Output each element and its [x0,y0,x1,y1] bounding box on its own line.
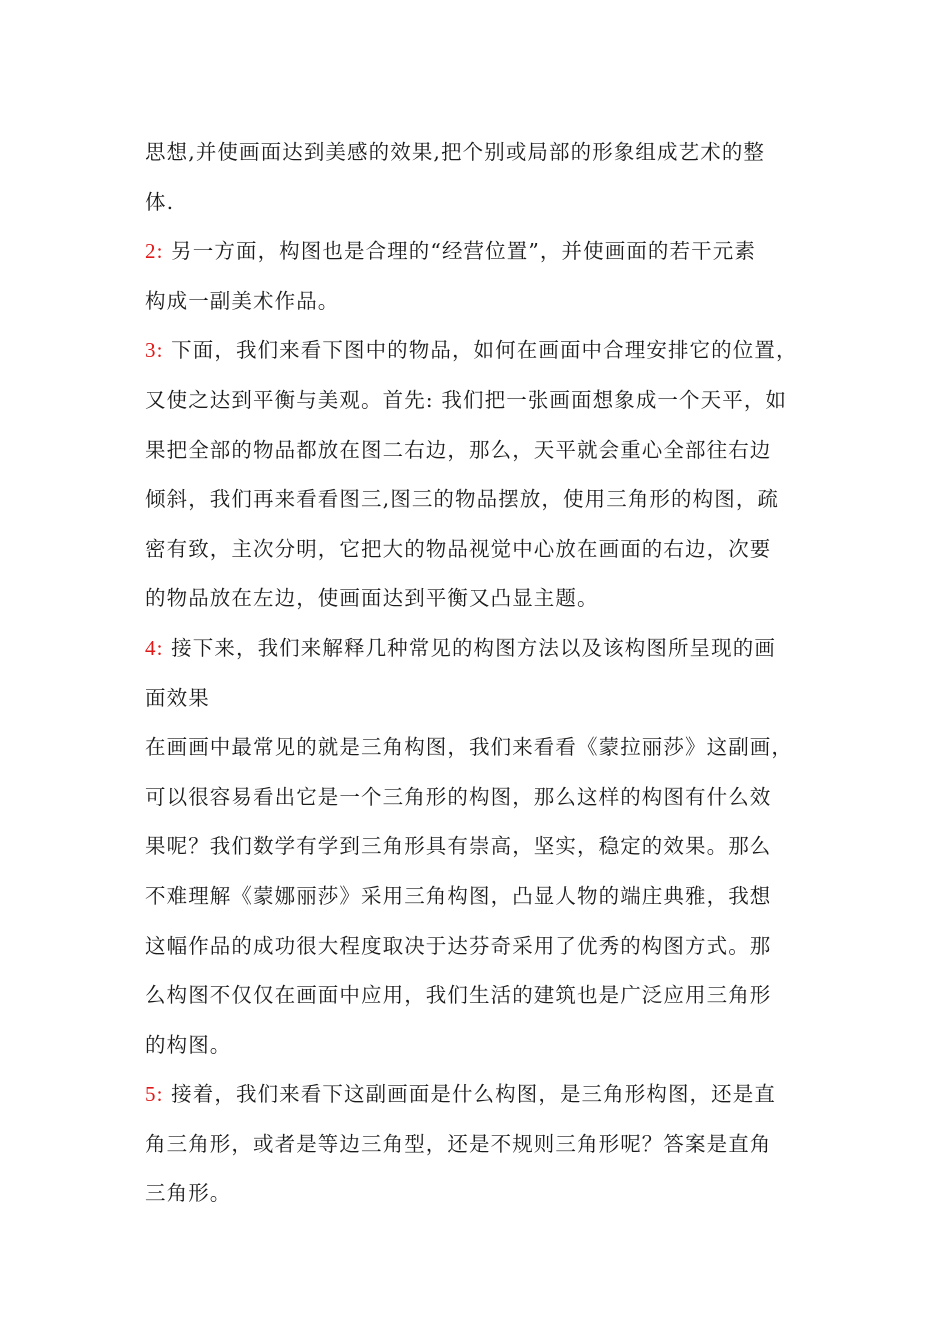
line-text: 接下来，我们来解释几种常见的构图方法以及该构图所呈现的画 [163,635,776,660]
line-text: 思想,并使画面达到美感的效果,把个别或局部的形象组成艺术的整 [145,140,766,164]
text-line [145,277,825,327]
text-line [145,773,825,823]
line-text: 的构图。 [145,1032,232,1057]
text-line [145,326,825,376]
line-text: 的物品放在左边，使画面达到平衡又凸显主题。 [145,586,599,611]
text-line [145,475,825,525]
line-text: 么构图不仅仅在画面中应用，我们生活的建筑也是广泛应用三角形 [145,983,772,1008]
line-text: 密有致，主次分明，它把大的物品视觉中心放在画面的右边，次要 [145,536,772,561]
text-line [145,1070,825,1120]
text-line [145,1169,825,1219]
line-text: 果把全部的物品都放在图二右边，那么，天平就会重心全部往右边 [145,437,772,462]
line-text: 果呢？我们数学有学到三角形具有崇高，坚实，稳定的效果。那么 [145,834,772,859]
line-text: 角三角形，或者是等边三角型，还是不规则三角形呢？答案是直角 [145,1131,772,1156]
line-text: 三角形。 [145,1181,232,1206]
text-line [145,178,825,228]
text-line [145,1021,825,1071]
paragraph-number: 2: [145,239,164,264]
line-text: 接着，我们来看下这副画面是什么构图，是三角形构图，还是直 [163,1082,776,1107]
text-line [145,1120,825,1170]
text-line [145,227,825,277]
text-line [145,574,825,624]
line-text: 下面，我们来看下图中的物品，如何在画面中合理安排它的位置， [163,338,798,363]
line-text: 构成一副美术作品。 [145,288,340,313]
text-line [145,376,825,426]
text-line [145,624,825,674]
line-text: 这幅作品的成功很大程度取决于达芬奇采用了优秀的构图方式。那 [145,933,772,958]
line-text: 在画画中最常见的就是三角构图，我们来看看《蒙拉丽莎》这副画， [145,735,793,760]
line-text: 体. [145,189,175,214]
text-line [145,872,825,922]
line-text: 不难理解《蒙娜丽莎》采用三角构图，凸显人物的端庄典雅，我想 [145,883,772,908]
line-text: 可以很容易看出它是一个三角形的构图，那么这样的构图有什么效 [145,784,772,809]
paragraph-number: 3: [145,338,164,363]
text-line [145,128,825,178]
line-text: 倾斜，我们再来看看图三,图三的物品摆放，使用三角形的构图，疏 [145,487,780,512]
text-line [145,822,825,872]
document-body [145,128,825,1219]
text-line [145,674,825,724]
line-text: 面效果 [145,685,210,710]
line-text: 又使之达到平衡与美观。首先: 我们把一张画面想象成一个天平，如 [145,387,788,412]
line-text: 另一方面，构图也是合理的“经营位置”，并使画面的若干元素 [163,239,756,264]
text-line [145,922,825,972]
paragraph-number: 4: [145,635,164,660]
text-line [145,971,825,1021]
text-line [145,723,825,773]
paragraph-number: 5: [145,1082,164,1107]
text-line [145,426,825,476]
text-line [145,525,825,575]
